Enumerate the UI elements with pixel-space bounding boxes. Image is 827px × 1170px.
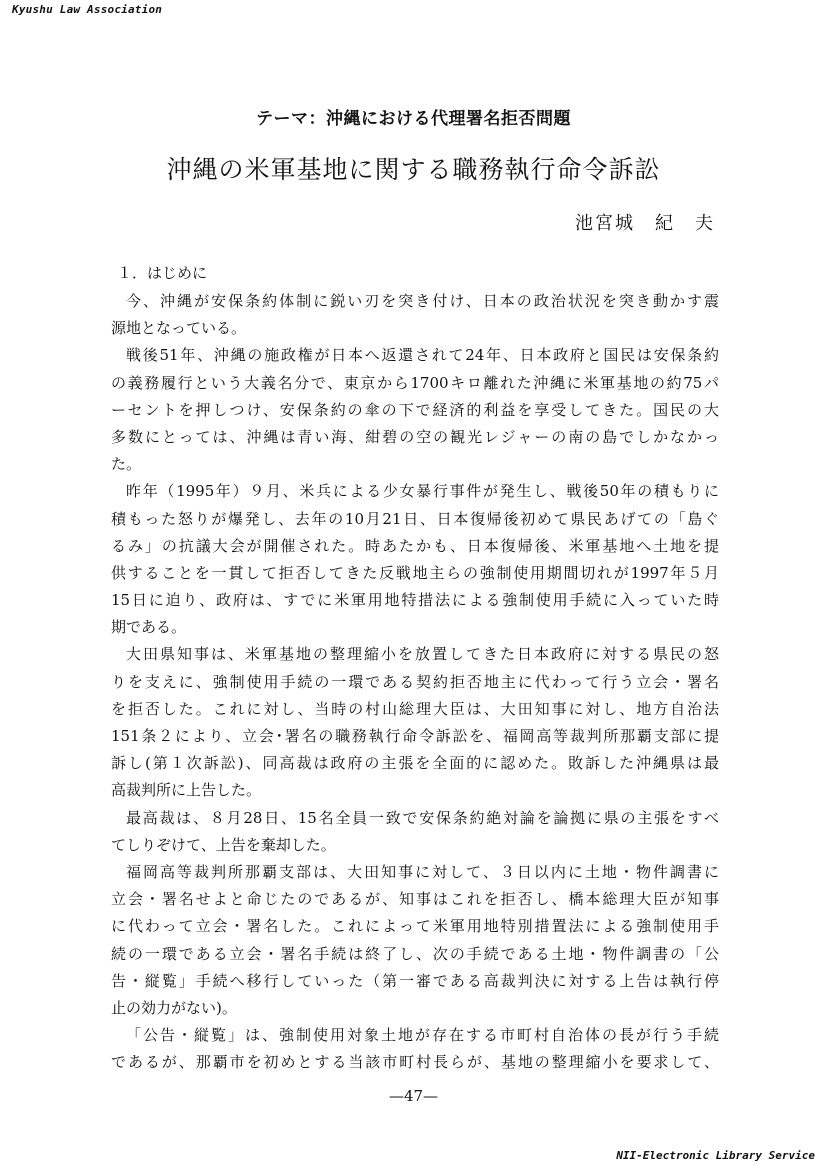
paragraph-line: であるが、那覇市を初めとする当該市町村長らが、基地の整理縮小を要求して、 — [111, 1053, 719, 1072]
paragraph-line: 戦後51年、沖縄の施政権が日本へ返還されて24年、日本政府と国民は安保条約 — [126, 346, 719, 365]
paragraph-line: 最高裁は、８月28日、15名全員一致で安保条約絶対論を論拠に県の主張をすべ — [126, 808, 719, 827]
journal-association-label: Kyushu Law Association — [12, 3, 163, 16]
library-service-label: NII-Electronic Library Service — [616, 1149, 815, 1162]
paragraph-line: 高裁判所に上告した。 — [111, 781, 262, 800]
article-theme: テーマ：沖縄における代理署名拒否問題 — [256, 109, 571, 129]
article-author: 池宮城 紀 夫 — [575, 213, 715, 234]
paragraph-line: 福岡高等裁判所那覇支部は、大田知事に対して、３日以内に土地・物件調書に — [126, 862, 719, 881]
paragraph-line: るみ」の抗議大会が開催された。時あたかも、日本復帰後、米軍基地へ土地を提 — [111, 536, 719, 555]
paragraph-line: 訴し(第１次訴訟)、同高裁は政府の主張を全面的に認めた。敗訴した沖縄県は最 — [111, 754, 719, 773]
paragraph-line: 多数にとっては、沖縄は青い海、紺碧の空の観光レジャーの南の島でしかなかっ — [111, 427, 719, 446]
paragraph-line: てしりぞけて、上告を棄却した。 — [111, 835, 336, 854]
paragraph — [111, 288, 719, 342]
paragraph-line: 立会・署名せよと命じたのであるが、知事はこれを拒否し、橋本総理大臣が知事 — [111, 890, 719, 909]
paragraph-line: 15日に迫り、政府は、すでに米軍用地特措法による強制使用手続に入っていた時 — [111, 591, 719, 610]
paragraph-line: た。 — [111, 455, 142, 474]
paragraph-line: 続の一環である立会・署名手続は終了し、次の手続である土地・物件調書の「公 — [111, 944, 719, 963]
paragraph-line: 期である。 — [111, 618, 187, 637]
paragraph — [111, 1022, 719, 1076]
paragraph-line: 止の効力がない)。 — [111, 998, 237, 1017]
article-title: 沖縄の米軍基地に関する職務執行命令訴訟 — [166, 155, 661, 184]
paragraph — [111, 342, 719, 478]
paragraph-line: 今、沖縄が安保条約体制に鋭い刃を突き付け、日本の政治状況を突き動かす震 — [126, 292, 719, 310]
paragraph-line: を拒否した。これに対し、当時の村山総理大臣は、大田知事に対し、地方自治法 — [111, 699, 719, 718]
paragraph-line: 告・縦覧」手続へ移行していった（第一審である高裁判決に対する上告は執行停 — [111, 971, 719, 990]
paragraph-line: 積もった怒りが爆発し、去年の10月21日、日本復帰後初めて県民あげての「島ぐ — [111, 509, 719, 528]
paragraph-line: に代わって立会・署名した。これによって米軍用地特別措置法による強制使用手 — [111, 917, 719, 936]
paragraph-line: ーセントを押しつけ、安保条約の傘の下で経済的利益を享受してきた。国民の大 — [111, 400, 719, 419]
paragraph-line: 大田県知事は、米軍基地の整理縮小を放置してきた日本政府に対する県民の怒 — [126, 645, 719, 664]
paragraph-line: の義務履行という大義名分で、東京から1700キロ離れた沖縄に米軍基地の約75パ — [111, 373, 719, 392]
paragraph-line: りを支えに、強制使用手続の一環である契約拒否地主に代わって行う立会・署名 — [111, 672, 719, 691]
paragraph-line: 151条２により、立会･署名の職務執行命令訴訟を、福岡高等裁判所那覇支部に提 — [111, 727, 719, 745]
paragraph — [111, 641, 719, 804]
section-heading: １．はじめに — [117, 264, 208, 282]
article-body — [111, 258, 719, 1076]
paragraph-line: 昨年（1995年）９月、米兵による少女暴行事件が発生し、戦後50年の積もりに — [126, 482, 719, 501]
paragraph — [111, 859, 719, 1022]
paragraph-list — [111, 288, 719, 1076]
page-number: —47— — [388, 1087, 439, 1105]
paragraph — [111, 805, 719, 859]
paragraph — [111, 478, 719, 641]
paragraph-line: 「公告・縦覧」は、強制使用対象土地が存在する市町村自治体の長が行う手続 — [126, 1026, 719, 1045]
paragraph-line: 供することを一貫して拒否してきた反戦地主らの強制使用期間切れが1997年５月 — [111, 563, 719, 582]
paragraph-line: 源地となっている。 — [111, 319, 247, 338]
